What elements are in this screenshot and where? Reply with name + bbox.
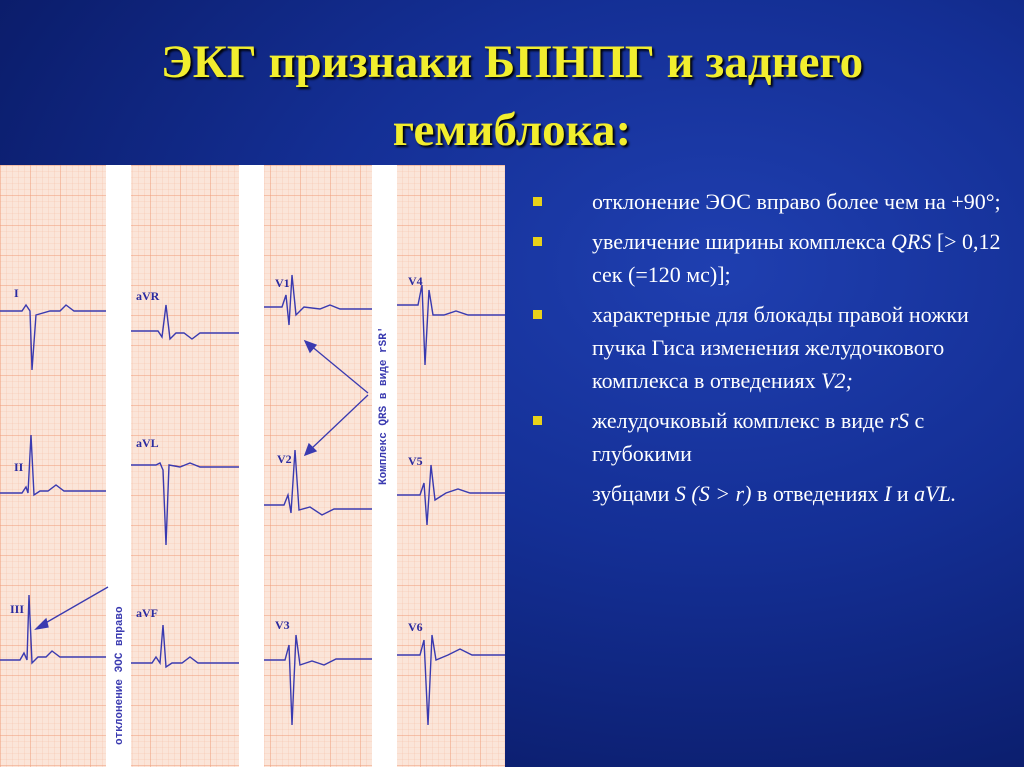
bullet-list — [530, 185, 1010, 510]
lead-label-V4: V4 — [408, 274, 423, 288]
bullet-item: отклонение ЭОС вправо более чем на +90°; — [530, 185, 1010, 218]
bullet-marker-icon — [533, 416, 542, 425]
lead-label-V1: V1 — [275, 276, 290, 290]
bullet-item: характерные для блокады правой ножки пучка Гиса изменения желудочкового комплекса в отведениях V2; — [530, 298, 1010, 397]
bullet-continuation: зубцами S (S > r) в отведениях I и aVL. — [592, 481, 957, 506]
lead-label-I: I — [14, 286, 19, 300]
slide-title-line1: ЭКГ признаки БПНПГ и заднего — [160, 36, 864, 88]
lead-label-V2: V2 — [277, 452, 292, 466]
slide-title-line2: гемиблока: — [392, 104, 632, 156]
lead-label-V6: V6 — [408, 620, 423, 634]
bullet-marker-icon — [533, 197, 542, 206]
bullet-item: увеличение ширины комплекса QRS [> 0,12 сек (=120 мс)]; — [530, 225, 1010, 291]
bullet-marker-icon — [533, 237, 542, 246]
lead-label-aVF: aVF — [136, 606, 158, 620]
lead-label-aVL: aVL — [136, 436, 159, 450]
lead-label-III: III — [10, 602, 25, 616]
lead-label-II: II — [14, 460, 24, 474]
lead-label-aVR: aVR — [136, 289, 160, 303]
lead-label-V5: V5 — [408, 454, 423, 468]
annotation-qrs-rsr: Комплекс QRS в виде rSR' — [378, 326, 390, 485]
lead-label-V3: V3 — [275, 618, 290, 632]
bullet-item: желудочковый комплекс в виде rS с глубокими — [530, 404, 1010, 470]
annotation-axis-deviation: отклонение ЭОС вправо — [114, 606, 126, 745]
bullet-marker-icon — [533, 310, 542, 319]
ecg-figure — [0, 165, 505, 767]
slide-title — [0, 28, 1024, 164]
